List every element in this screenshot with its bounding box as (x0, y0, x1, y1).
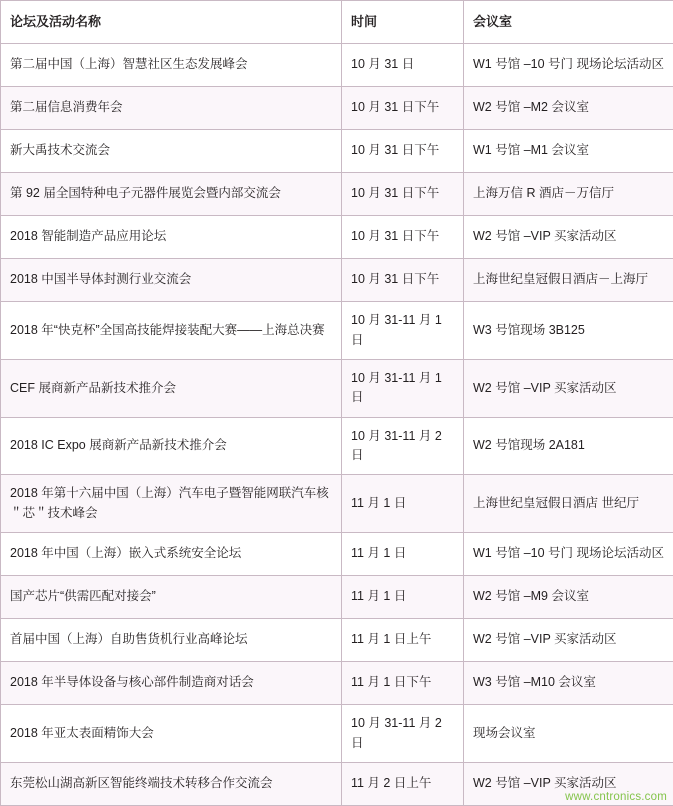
table-row (1, 259, 673, 302)
cell-room: W2 号馆 –VIP 买家活动区 (464, 762, 673, 805)
cell-time: 10 月 31-11 月 2 日 (342, 417, 464, 475)
column-header-time: 时间 (342, 1, 464, 44)
cell-time: 11 月 1 日上午 (342, 619, 464, 662)
cell-name: 2018 年亚太表面精饰大会 (1, 705, 342, 763)
cell-name: 首届中国（上海）自助售货机行业高峰论坛 (1, 619, 342, 662)
cell-room: W2 号馆 –VIP 买家活动区 (464, 216, 673, 259)
table-header (1, 1, 673, 44)
table-row (1, 475, 673, 533)
cell-time: 11 月 1 日 (342, 475, 464, 533)
table-row (1, 533, 673, 576)
table-row (1, 359, 673, 417)
table-row (1, 87, 673, 130)
cell-time: 11 月 2 日上午 (342, 762, 464, 805)
cell-room: W1 号馆 –10 号门 现场论坛活动区 (464, 44, 673, 87)
column-header-name: 论坛及活动名称 (1, 1, 342, 44)
table-header-row (1, 1, 673, 44)
cell-name: 2018 智能制造产品应用论坛 (1, 216, 342, 259)
cell-time: 10 月 31 日下午 (342, 130, 464, 173)
cell-room: W2 号馆 –M9 会议室 (464, 576, 673, 619)
cell-time: 11 月 1 日 (342, 533, 464, 576)
table-row (1, 417, 673, 475)
table-row (1, 130, 673, 173)
cell-room: W2 号馆现场 2A181 (464, 417, 673, 475)
cell-name: 第二届信息消费年会 (1, 87, 342, 130)
table-row (1, 762, 673, 805)
cell-time: 10 月 31-11 月 2 日 (342, 705, 464, 763)
cell-name: 2018 中国半导体封测行业交流会 (1, 259, 342, 302)
cell-name: 2018 年“快克杯”全国高技能焊接装配大赛——上海总决赛 (1, 302, 342, 360)
cell-room: W2 号馆 –VIP 买家活动区 (464, 619, 673, 662)
cell-time: 10 月 31-11 月 1 日 (342, 359, 464, 417)
cell-time: 10 月 31-11 月 1 日 (342, 302, 464, 360)
cell-time: 10 月 31 日 (342, 44, 464, 87)
table-row (1, 216, 673, 259)
cell-time: 11 月 1 日 (342, 576, 464, 619)
cell-time: 10 月 31 日下午 (342, 87, 464, 130)
site-watermark: www.cntronics.com (565, 791, 667, 803)
cell-name: 第二届中国（上海）智慧社区生态发展峰会 (1, 44, 342, 87)
table-row (1, 173, 673, 216)
cell-name: 国产芯片“供需匹配对接会” (1, 576, 342, 619)
cell-room: W3 号馆现场 3B125 (464, 302, 673, 360)
cell-name: CEF 展商新产品新技术推介会 (1, 359, 342, 417)
cell-time: 10 月 31 日下午 (342, 173, 464, 216)
cell-room: W3 号馆 –M10 会议室 (464, 662, 673, 705)
cell-room: 上海万信 R 酒店－万信厅 (464, 173, 673, 216)
cell-room: 上海世纪皇冠假日酒店 世纪厅 (464, 475, 673, 533)
table-row (1, 619, 673, 662)
cell-name: 新大禹技术交流会 (1, 130, 342, 173)
cell-name: 2018 IC Expo 展商新产品新技术推介会 (1, 417, 342, 475)
cell-name: 2018 年半导体设备与核心部件制造商对话会 (1, 662, 342, 705)
table-row (1, 576, 673, 619)
cell-name: 2018 年第十六届中国（上海）汽车电子暨智能网联汽车核＂芯＂技术峰会 (1, 475, 342, 533)
cell-room: 上海世纪皇冠假日酒店－上海厅 (464, 259, 673, 302)
cell-time: 10 月 31 日下午 (342, 259, 464, 302)
cell-name: 2018 年中国（上海）嵌入式系统安全论坛 (1, 533, 342, 576)
table-row (1, 705, 673, 763)
table-row (1, 302, 673, 360)
table-row (1, 44, 673, 87)
cell-room: 现场会议室 (464, 705, 673, 763)
column-header-room: 会议室 (464, 1, 673, 44)
cell-name: 东莞松山湖高新区智能终端技术转移合作交流会 (1, 762, 342, 805)
cell-room: W2 号馆 –M2 会议室 (464, 87, 673, 130)
table-body (1, 44, 673, 806)
cell-time: 11 月 1 日下午 (342, 662, 464, 705)
cell-name: 第 92 届全国特种电子元器件展览会暨内部交流会 (1, 173, 342, 216)
cell-room: W2 号馆 –VIP 买家活动区 (464, 359, 673, 417)
cell-time: 10 月 31 日下午 (342, 216, 464, 259)
table-row (1, 662, 673, 705)
cell-room: W1 号馆 –10 号门 现场论坛活动区 (464, 533, 673, 576)
cell-room: W1 号馆 –M1 会议室 (464, 130, 673, 173)
